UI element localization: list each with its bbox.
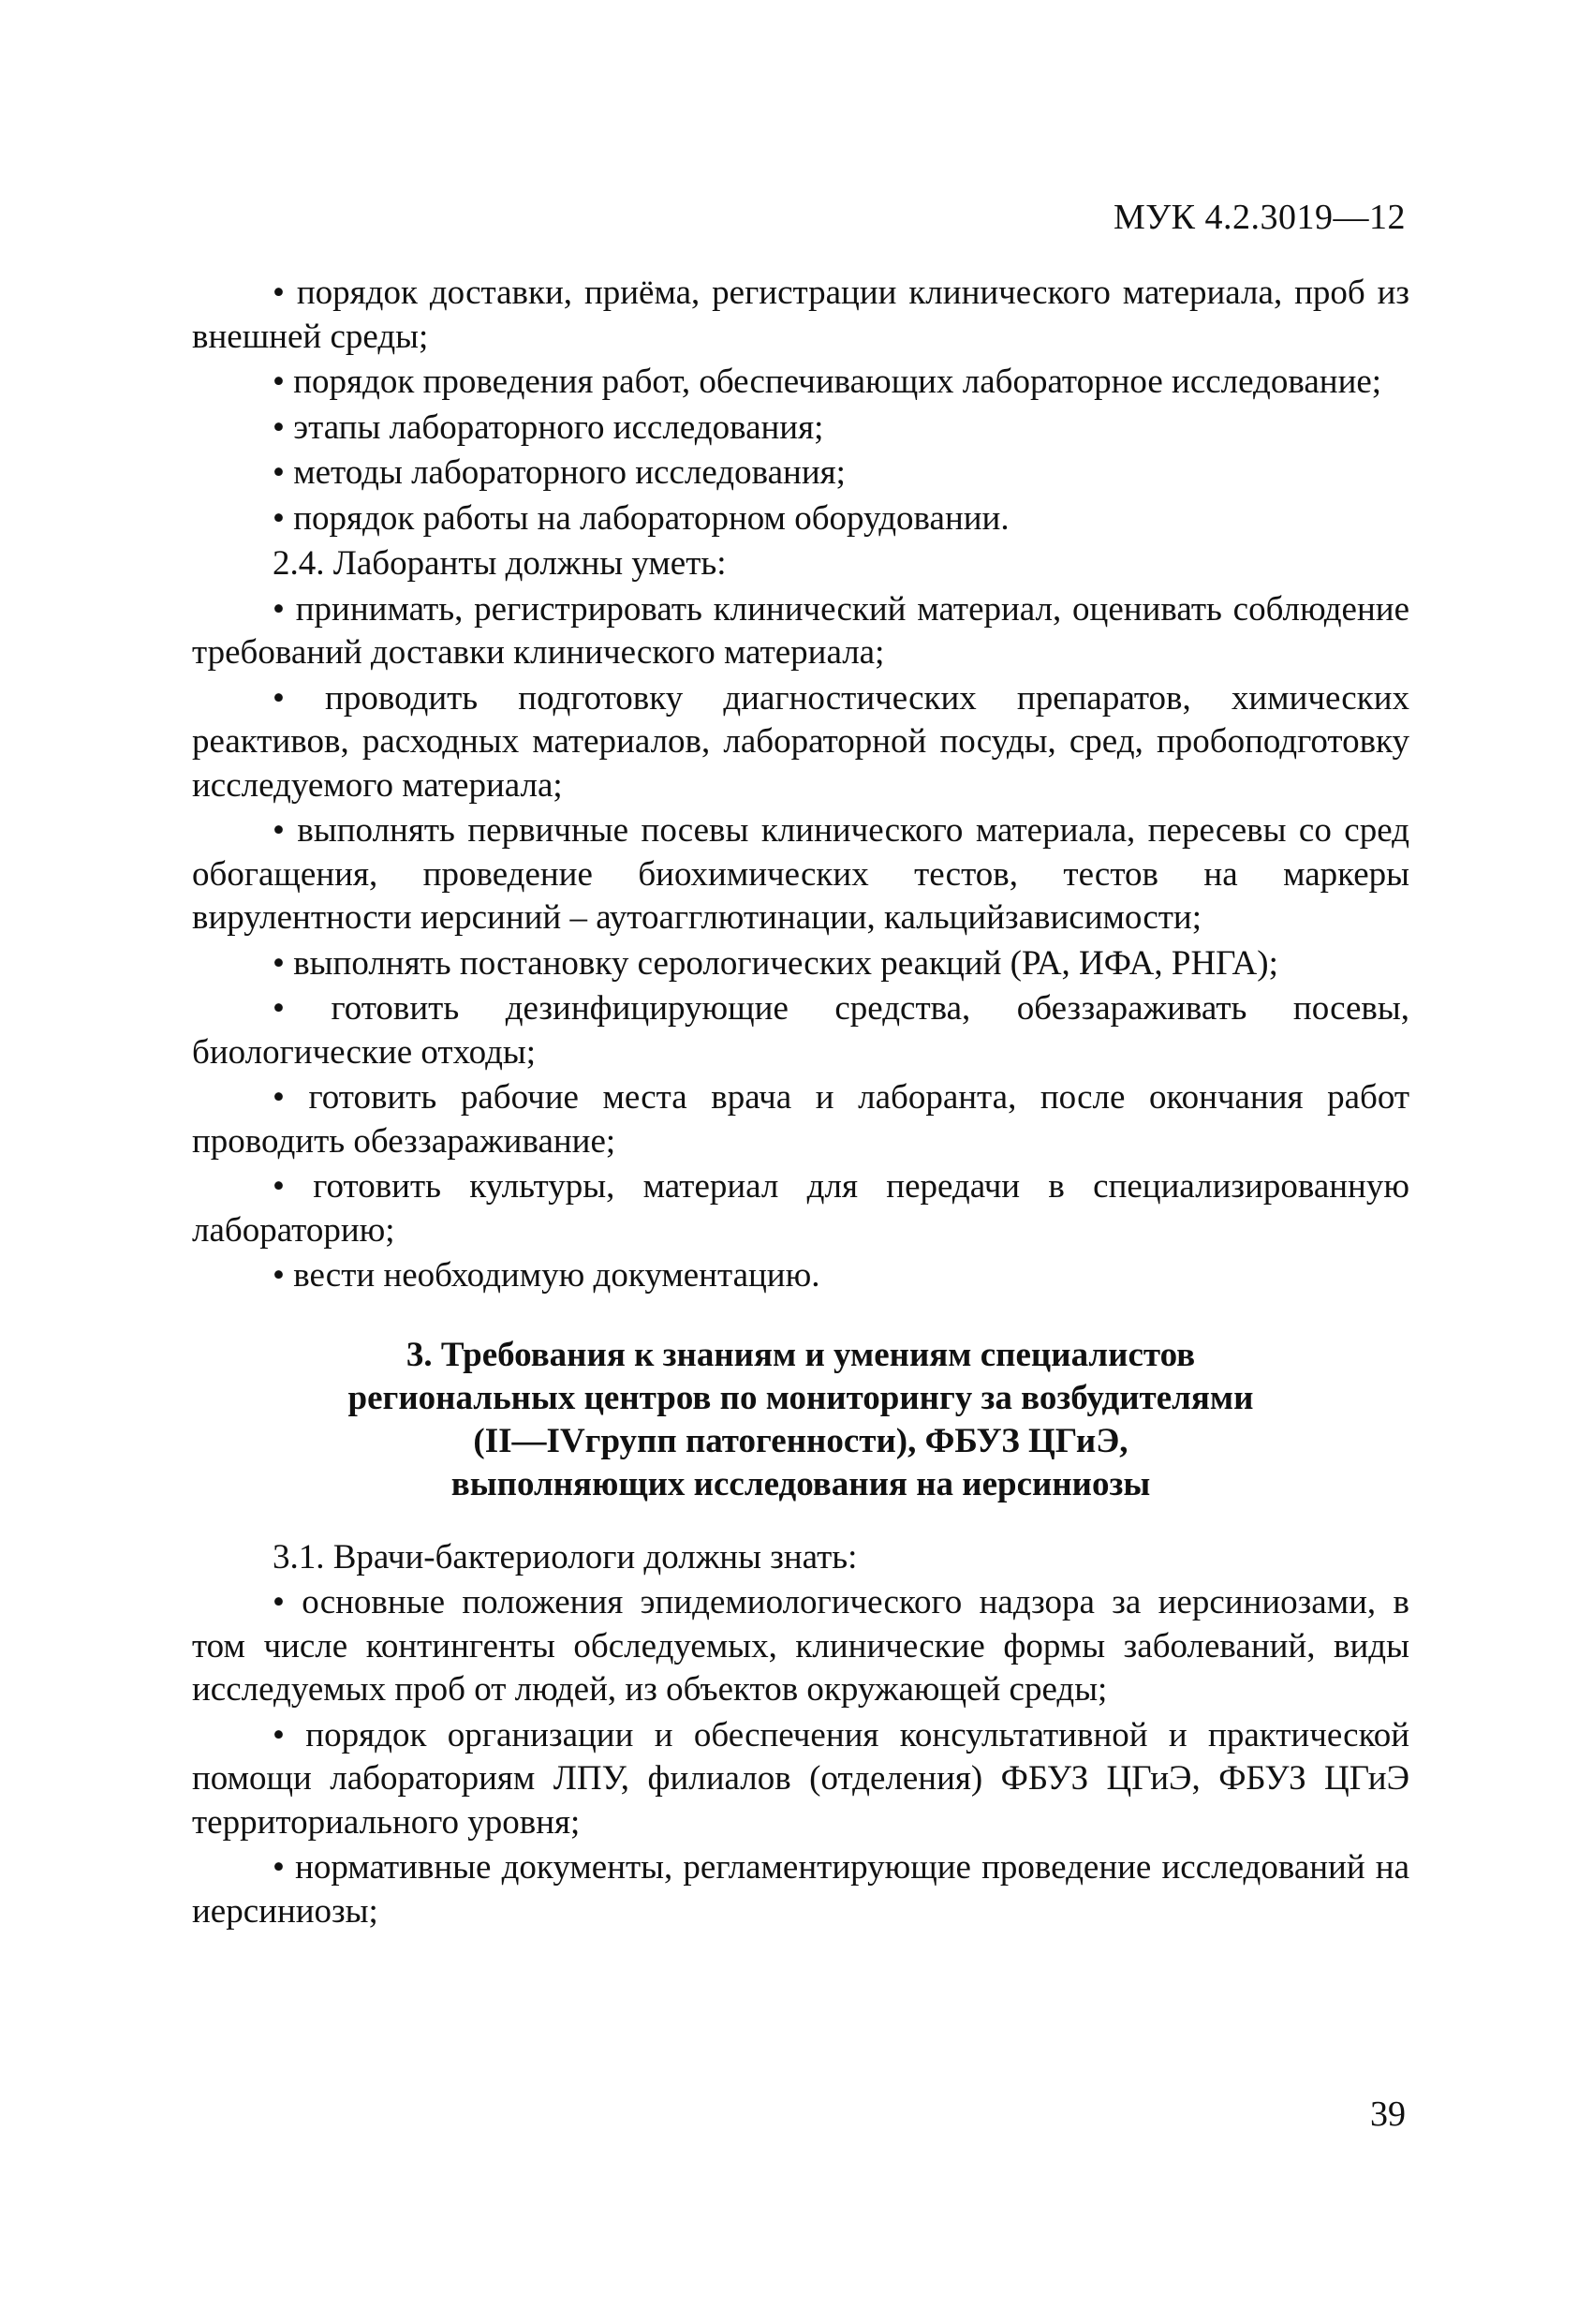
- paragraph-bullet-regulations: • нормативные документы, регламентирующие проведение исследований на иерсиниозы;: [192, 1848, 1409, 1931]
- paragraph-bullet-accept: • принимать, регистрировать клинический материал, оценивать соблюдение требований доставки клинического материала;: [192, 589, 1409, 672]
- paragraph-bullet-cultures: • выполнять первичные посевы клинического материала, пересевы со сред обогащения, проведение биохимических тестов, тестов на маркеры вирулентности иерсиний – аутоагглютинации, кальцийзависимости;: [192, 811, 1409, 937]
- paragraph-bullet-stages: • этапы лабораторного исследования;: [273, 407, 824, 447]
- paragraph-bullet-serology: • выполнять постановку серологических реакций (РА, ИФА, РНГА);: [273, 943, 1278, 983]
- paragraph-bullet-documentation: • вести необходимую документацию.: [273, 1256, 820, 1295]
- paragraph-bullet-transfer: • готовить культуры, материал для передачи в специализированную лабораторию;: [192, 1167, 1409, 1250]
- section-3-heading: [192, 1334, 1409, 1506]
- paragraph-section-3-1: 3.1. Врачи-бактериологи должны знать:: [273, 1537, 858, 1576]
- document-code-header: МУК 4.2.3019—12: [1113, 198, 1406, 237]
- paragraph-bullet-delivery: • порядок доставки, приёма, регистрации клинического материала, проб из внешней среды;: [192, 274, 1409, 356]
- paragraph-section-2-4: 2.4. Лаборанты должны уметь:: [273, 544, 727, 583]
- paragraph-bullet-work-order: • порядок проведения работ, обеспечивающих лабораторное исследование;: [273, 363, 1382, 401]
- section-heading-line: (II—IVгрупп патогенности), ФБУЗ ЦГиЭ,: [473, 1421, 1128, 1460]
- paragraph-bullet-disinfect: • готовить дезинфицирующие средства, обеззараживать посевы, биологические отходы;: [192, 989, 1409, 1072]
- paragraph-bullet-consulting: • порядок организации и обеспечения консультативной и практической помощи лабораториям ЛПУ, филиалов (отделения) ФБУЗ ЦГиЭ, ФБУЗ ЦГиЭ территориального уровня;: [192, 1715, 1409, 1842]
- paragraph-bullet-workplaces: • готовить рабочие места врача и лаборанта, после окончания работ проводить обеззараживание;: [192, 1078, 1409, 1161]
- paragraph-bullet-methods: • методы лабораторного исследования;: [273, 453, 846, 492]
- page-body: [192, 272, 1409, 1935]
- paragraph-bullet-prepare: • проводить подготовку диагностических препаратов, химических реактивов, расходных материалов, лабораторной посуды, сред, пробоподготовку исследуемого материала;: [192, 678, 1409, 805]
- paragraph-bullet-equipment: • порядок работы на лабораторном оборудовании.: [273, 498, 1010, 538]
- paragraph-bullet-surveillance: • основные положения эпидемиологического надзора за иерсиниозами, в том числе контингенты обследуемых, клинические формы заболеваний, виды исследуемых проб от людей, из объектов окружающей среды;: [192, 1583, 1409, 1709]
- section-heading-line: выполняющих исследования на иерсиниозы: [450, 1464, 1151, 1503]
- section-heading-line: 3. Требования к знаниям и умениям специалистов: [406, 1335, 1196, 1374]
- page-number: 39: [1370, 2095, 1406, 2134]
- section-heading-line: региональных центров по мониторингу за возбудителями: [347, 1378, 1254, 1417]
